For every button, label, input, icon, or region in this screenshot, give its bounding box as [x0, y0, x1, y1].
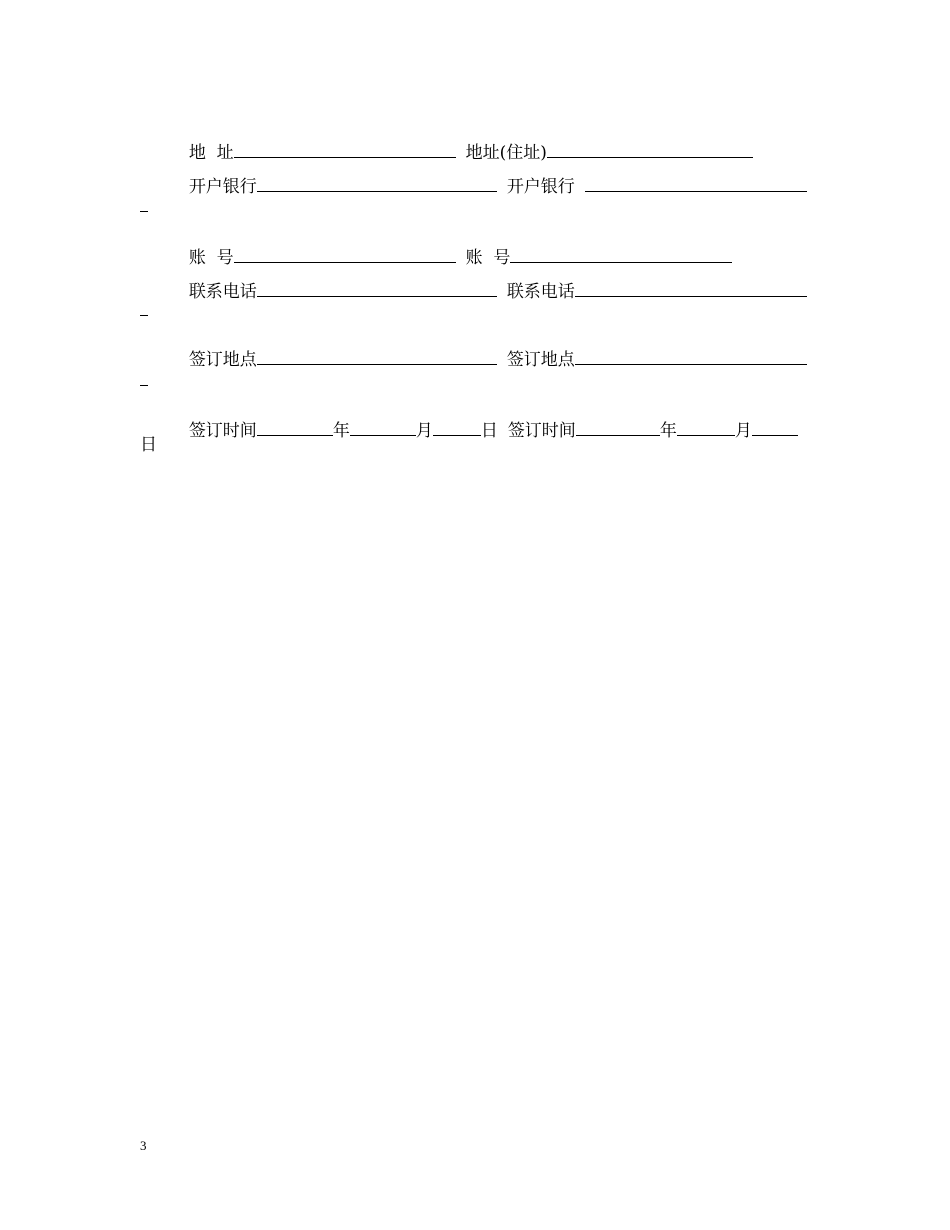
phone-label-left: 联系电话 [188, 282, 257, 302]
time-year-left: 年 [332, 421, 350, 441]
time-year-right: 年 [659, 421, 677, 441]
place-label-right: 签订地点 [506, 350, 575, 370]
time-day-right: 日 [140, 435, 157, 455]
page-number: 3 [140, 1138, 147, 1153]
phone-blank-right[interactable] [575, 280, 807, 297]
time-year-blank-right[interactable] [576, 419, 660, 436]
bank-continuation [140, 196, 148, 218]
time-row [178, 397, 798, 442]
bank-blank-right[interactable] [585, 175, 807, 192]
time-label-left: 签订时间 [188, 421, 257, 441]
time-month-blank-right[interactable] [677, 419, 735, 436]
time-month-right: 月 [734, 421, 752, 441]
time-day-blank-right[interactable] [752, 419, 798, 436]
account-label-right: 账 号 [465, 248, 511, 268]
time-month-blank-left[interactable] [350, 419, 416, 436]
bank-label-left: 开户银行 [188, 177, 257, 197]
phone-continuation [140, 300, 148, 322]
account-label-left: 账 号 [188, 248, 234, 268]
continuation-underline [140, 373, 148, 386]
bank-row [178, 153, 807, 198]
bank-label-right: 开户银行 [506, 177, 575, 197]
continuation-underline [140, 199, 148, 212]
time-day-blank-left[interactable] [433, 419, 481, 436]
place-row [178, 326, 807, 371]
phone-row [178, 258, 807, 303]
continuation-underline [140, 303, 148, 316]
phone-label-right: 联系电话 [506, 282, 575, 302]
address-label-right: 地址(住址) [465, 143, 547, 163]
place-continuation [140, 370, 148, 392]
time-year-blank-left[interactable] [257, 419, 333, 436]
place-blank-left[interactable] [257, 348, 497, 365]
time-label-right: 签订时间 [507, 421, 576, 441]
time-day-left: 日 [480, 421, 498, 441]
bank-blank-left[interactable] [257, 175, 497, 192]
phone-blank-left[interactable] [257, 280, 497, 297]
time-continuation [140, 434, 157, 456]
place-blank-right[interactable] [575, 348, 807, 365]
place-label-left: 签订地点 [188, 350, 257, 370]
address-label-left: 地 址 [188, 143, 234, 163]
time-month-left: 月 [415, 421, 433, 441]
